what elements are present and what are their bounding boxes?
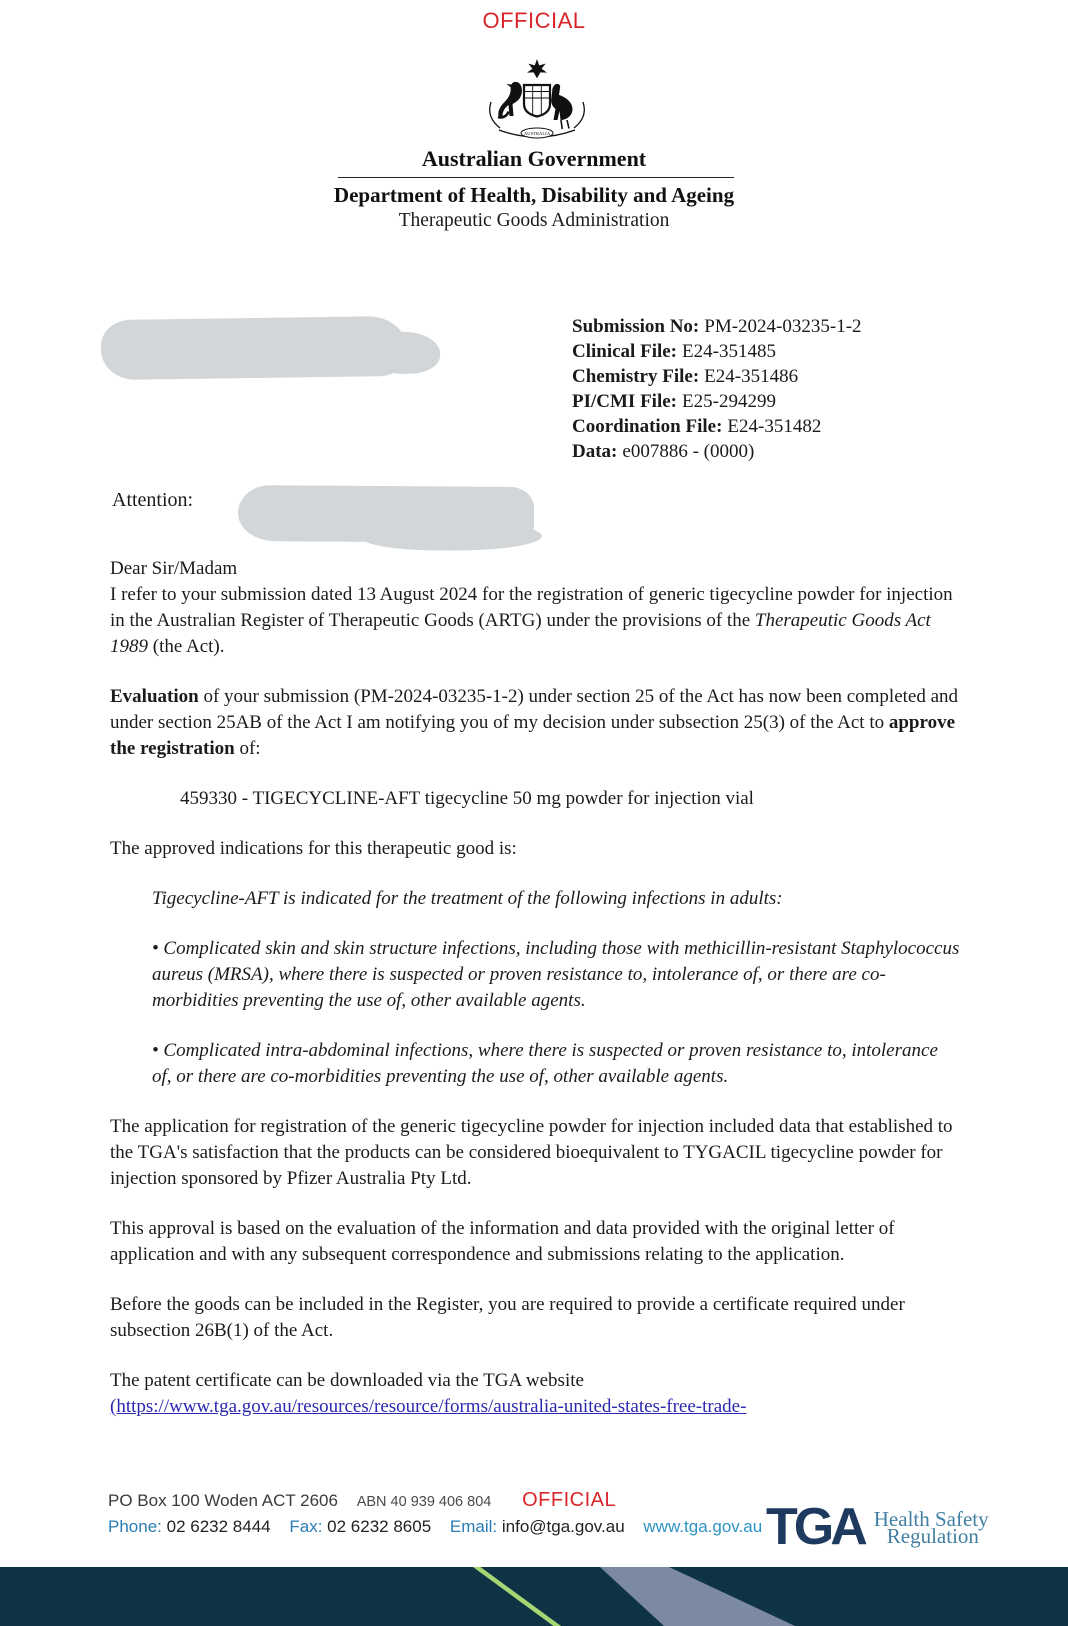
email-label: Email: [449, 1517, 498, 1536]
tga-logo-text: TGA [766, 1498, 864, 1556]
email-address: info@tga.gov.au [501, 1517, 625, 1536]
reference-line-data: Data: e007886 - (0000) [572, 441, 755, 462]
paragraph-evaluation-decision: Evaluation of your submission (PM-2024-03235-1-2) under section 25 of the Act has now been completed and under section 25AB of the Act I am notifying you of my decision under subsection 25(3) of the Act to approve the registration of: [110, 686, 959, 759]
letter-body [110, 556, 960, 1420]
bullet-icon: • [152, 938, 164, 959]
patent-certificate-link[interactable]: (https://www.tga.gov.au/resources/resource/forms/australia-united-states-free-trade- [110, 1396, 747, 1417]
reference-block [572, 314, 862, 464]
approved-product-line: 459330 - TIGECYCLINE-AFT tigecycline 50 mg powder for injection vial [180, 788, 754, 809]
crest-banner-text: AUSTRALIA [523, 130, 551, 136]
government-title: Australian Government [421, 146, 647, 171]
reference-line-picmi: PI/CMI File: E25-294299 [572, 391, 776, 412]
emu-icon [551, 84, 572, 120]
tga-logo [766, 1498, 989, 1556]
indication-bullet-1: • Complicated skin and skin structure infections, including those with methicillin-resistant Staphylococcus aureus (MRSA), where there is suspected or proven resistance to, intolerance of, or there are co-morbidities preventing the use of, other available agents. [152, 938, 960, 1011]
reference-line-submission: Submission No: PM-2024-03235-1-2 [572, 316, 862, 337]
footer-contact-line [108, 1517, 762, 1537]
indication-bullet-2: • Complicated intra-abdominal infections, where there is suspected or proven resistance to, intolerance of, or there are co-morbidities preventing the use of, other available agents. [152, 1040, 938, 1087]
paragraph-patent-certificate: The patent certificate can be downloaded via the TGA website (https://www.tga.gov.au/resources/resource/forms/australia-united-states-free-trade- [110, 1370, 747, 1417]
footer-decorative-bar [0, 1567, 1068, 1626]
redacted-attention-name [238, 485, 534, 543]
footer-address-line [108, 1489, 762, 1512]
reference-line-chemistry: Chemistry File: E24-351486 [572, 366, 799, 387]
commonwealth-star-icon [527, 59, 547, 78]
fax-label: Fax: [289, 1517, 323, 1536]
paragraph-certificate-requirement: Before the goods can be included in the Register, you are required to provide a certificate required under subsection 26B(1) of the Act. [110, 1294, 905, 1341]
reference-line-coordination: Coordination File: E24-351482 [572, 416, 822, 437]
indications-intro: The approved indications for this therapeutic good is: [110, 838, 517, 859]
indications-lead: Tigecycline-AFT is indicated for the treatment of the following infections in adults: [152, 888, 783, 909]
website-url: www.tga.gov.au [643, 1517, 763, 1536]
official-classification-bottom: OFFICIAL [522, 1489, 617, 1511]
phone-label: Phone: [108, 1517, 162, 1536]
paragraph-approval-basis: This approval is based on the evaluation of the information and data provided with the original letter of application and with any subsequent correspondence and submissions relating to the application. [110, 1218, 895, 1265]
fax-number: 02 6232 8605 [327, 1517, 432, 1536]
footer-contact-block [108, 1489, 762, 1537]
header-divider [338, 177, 734, 178]
reference-line-clinical: Clinical File: E24-351485 [572, 341, 776, 362]
phone-number: 02 6232 8444 [166, 1517, 271, 1536]
australian-coat-of-arms-icon [477, 58, 597, 150]
redacted-recipient-address [101, 316, 407, 380]
department-title: Department of Health, Disability and Ageing [333, 183, 735, 207]
act-title-italic: Therapeutic Goods Act 1989 [110, 610, 931, 657]
agency-title: Therapeutic Goods Administration [398, 210, 670, 231]
paragraph-bioequivalence: The application for registration of the generic tigecycline powder for injection included data that established to the TGA's satisfaction that the products can be considered bioequivalent to TYGACIL tigecycline powder for injection sponsored by Pfizer Australia Pty Ltd. [110, 1116, 953, 1189]
attention-label: Attention: [112, 489, 194, 511]
paragraph-submission-reference: I refer to your submission dated 13 August 2024 for the registration of generic tigecycline powder for injection in the Australian Register of Therapeutic Goods (ARTG) under the provisions of the Therapeutic Goods Act 1989 (the Act). [110, 584, 953, 657]
kangaroo-icon [498, 82, 522, 116]
official-classification-top: OFFICIAL [482, 8, 586, 33]
salutation: Dear Sir/Madam [110, 558, 238, 579]
bullet-icon: • [152, 1040, 164, 1061]
footer-abn: ABN 40 939 406 804 [356, 1494, 492, 1510]
tga-logo-tagline: Health Safety Regulation [873, 1507, 989, 1548]
footer-address: PO Box 100 Woden ACT 2606 [108, 1491, 338, 1510]
